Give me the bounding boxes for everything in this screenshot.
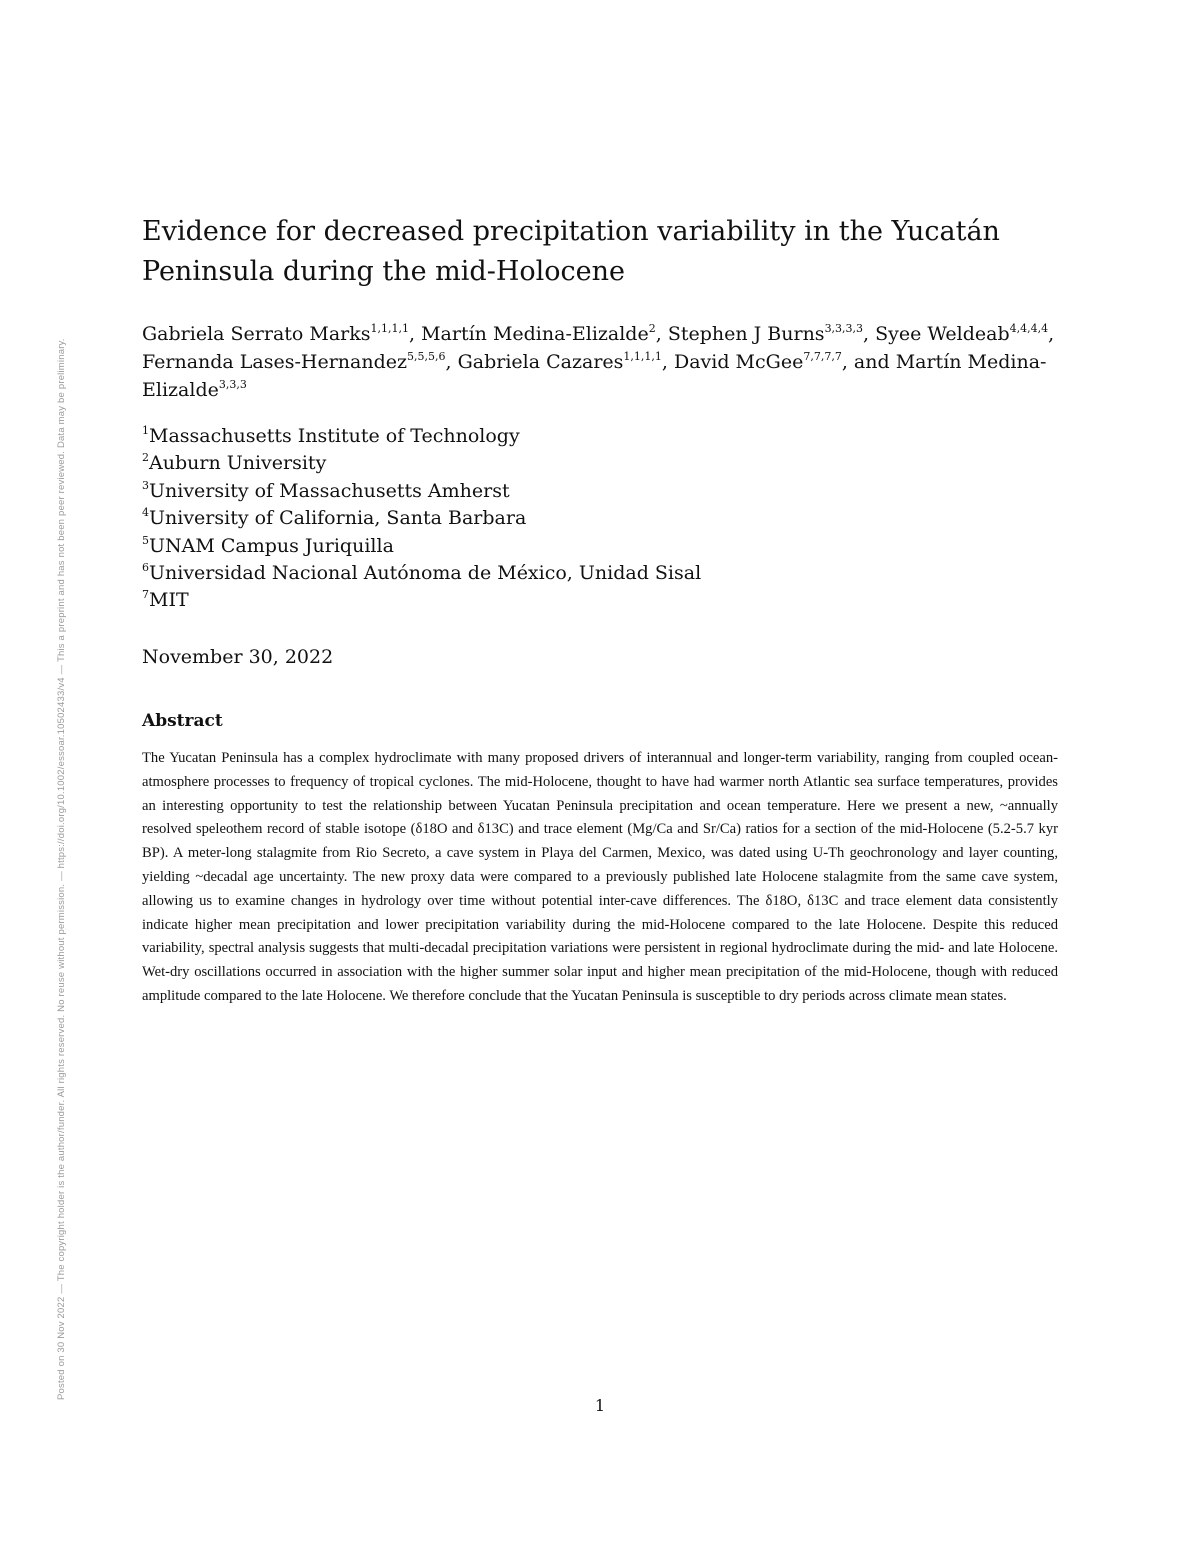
author-name: Martín Medina-Elizalde bbox=[421, 323, 649, 345]
affiliation-item bbox=[142, 423, 1042, 450]
author-separator: , bbox=[1048, 323, 1055, 345]
publication-date: November 30, 2022 bbox=[142, 646, 334, 668]
affiliation-number: 4 bbox=[142, 506, 149, 520]
author-separator: , bbox=[655, 323, 668, 345]
affiliation-number: 5 bbox=[142, 533, 149, 547]
affiliation-name: University of Massachusetts Amherst bbox=[149, 479, 510, 502]
affiliation-number: 3 bbox=[142, 478, 149, 492]
abstract-heading: Abstract bbox=[142, 711, 223, 731]
author-affiliation-mark: 4,4,4,4 bbox=[1009, 322, 1049, 335]
affiliation-name: Auburn University bbox=[149, 452, 327, 475]
author-name: David McGee bbox=[673, 351, 804, 373]
affiliation-number: 7 bbox=[142, 588, 149, 602]
author-separator: , bbox=[841, 351, 854, 373]
author-affiliation-mark: 5,5,5,6 bbox=[407, 350, 446, 363]
affiliation-item bbox=[142, 478, 1042, 505]
affiliation-item bbox=[142, 560, 1042, 587]
affiliation-name: Universidad Nacional Autónoma de México, Unidad Sisal bbox=[149, 562, 702, 585]
author-affiliation-mark: 7,7,7,7 bbox=[803, 350, 842, 363]
author-name: Stephen J Burns bbox=[667, 323, 825, 345]
affiliation-number: 2 bbox=[142, 451, 149, 465]
author-separator: , bbox=[863, 323, 876, 345]
page-number: 1 bbox=[594, 1396, 606, 1415]
affiliation-list bbox=[142, 423, 1042, 615]
author-affiliation-mark: 1,1,1,1 bbox=[370, 322, 409, 335]
author-name: Fernanda Lases-Hernandez bbox=[142, 351, 408, 373]
affiliation-item bbox=[142, 450, 1042, 477]
author-name: Gabriela Serrato Marks bbox=[142, 323, 371, 345]
preprint-side-note: Posted on 30 Nov 2022 — The copyright holder is the author/funder. All rights reserved. No reuse without permission. — https://doi.org/10.1002/essoar.10502433/v4 — This a preprint and has not been peer reviewed. Data may be preliminary. bbox=[56, 338, 67, 1400]
author-affiliation-mark: 1,1,1,1 bbox=[623, 350, 662, 363]
author-separator: , bbox=[409, 323, 422, 345]
affiliation-number: 6 bbox=[142, 561, 149, 575]
affiliation-name: UNAM Campus Juriquilla bbox=[149, 534, 394, 557]
affiliation-item bbox=[142, 533, 1042, 560]
author-affiliation-mark: 2 bbox=[648, 322, 656, 335]
author-affiliation-mark: 3,3,3 bbox=[218, 378, 247, 391]
affiliation-number: 1 bbox=[142, 424, 149, 437]
author-name: Gabriela Cazares bbox=[457, 351, 624, 373]
abstract-text: The Yucatan Peninsula has a complex hydroclimate with many proposed drivers of interannual and longer-term variability, ranging from coupled ocean-atmosphere processes to frequency of tropical cyclones. The mid-Holocene, thought to have had warmer north Atlantic sea surface temperatures, provides an interesting opportunity to test the relationship between Yucatan Peninsula precipitation and ocean temperature. Here we present a new, ~annually resolved speleothem record of stable isotope (δ18O and δ13C) and trace element (Mg/Ca and Sr/Ca) ratios for a section of the mid-Holocene (5.2-5.7 kyr BP). A meter-long stalagmite from Rio Secreto, a cave system in Playa del Carmen, Mexico, was dated using U-Th geochronology and layer counting, yielding ~decadal age uncertainty. The new proxy data were compared to a previously published late Holocene stalagmite from the same cave system, allowing us to examine changes in hydrology over time without potential inter-cave differences. The δ18O, δ13C and trace element data consistently indicate higher mean precipitation and lower precipitation variability during the mid-Holocene compared to the late Holocene. Despite this reduced variability, spectral analysis suggests that multi-decadal precipitation variations were persistent in regional hydroclimate during the mid- and late Holocene. Wet-dry oscillations occurred in association with the higher summer solar input and higher mean precipitation of the mid-Holocene, though with reduced amplitude compared to the late Holocene. We therefore conclude that the Yucatan Peninsula is susceptible to dry periods across climate mean states. bbox=[142, 750, 1058, 1004]
affiliation-item bbox=[142, 505, 1042, 532]
author-name: Martín Medina-Elizalde bbox=[142, 351, 1047, 401]
author-separator: , bbox=[445, 351, 458, 373]
affiliation-item bbox=[142, 587, 1042, 614]
affiliation-name: Massachusetts Institute of Technology bbox=[149, 425, 520, 447]
affiliation-name: University of California, Santa Barbara bbox=[149, 507, 527, 530]
author-affiliation-mark: 3,3,3,3 bbox=[824, 322, 864, 335]
author-separator: , bbox=[661, 351, 674, 373]
affiliation-name: MIT bbox=[149, 589, 189, 612]
author-last-separator: and bbox=[853, 351, 896, 373]
paper-title: Evidence for decreased precipitation variability in the Yucatán Peninsula during the mid-Holocene bbox=[142, 216, 1000, 287]
author-name: Syee Weldeab bbox=[875, 323, 1010, 345]
author-list bbox=[142, 320, 1062, 404]
